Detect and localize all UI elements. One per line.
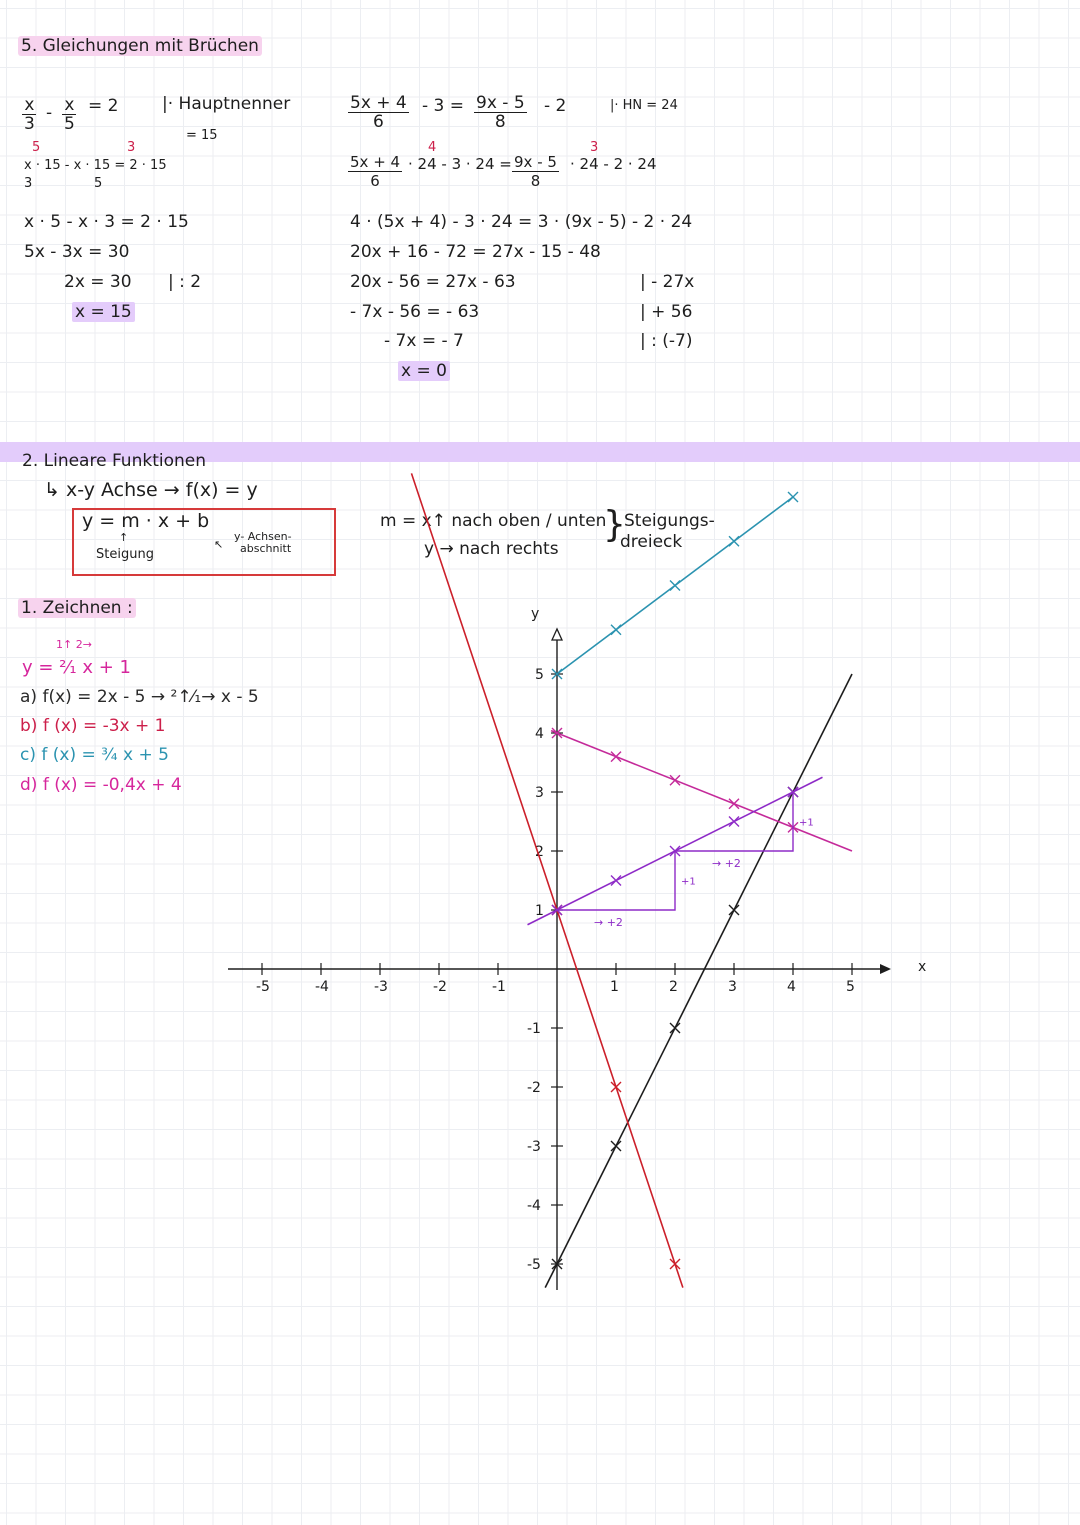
steigung-label: Steigung <box>96 547 154 562</box>
y-axis-arrow-icon <box>552 629 562 640</box>
equation-line: 20x + 16 - 72 = 27x - 15 - 48 <box>350 242 601 262</box>
equation-rhs: = 2 <box>88 96 119 116</box>
point-marker <box>611 625 621 635</box>
equation-line: x · 5 - x · 3 = 2 · 15 <box>24 212 189 232</box>
function-b: b) f (x) = -3x + 1 <box>20 716 166 736</box>
x-tick-label: -3 <box>374 979 388 995</box>
equation-line: - 7x = - 7 <box>384 331 464 351</box>
fraction: $\frac{5x + 4}{6}$ <box>350 93 407 132</box>
axis-note: ↳ x-y Achse → f(x) = y <box>44 479 258 501</box>
x-tick-label: 3 <box>728 979 737 995</box>
point-marker <box>729 817 739 827</box>
steigungsdreieck-label: dreieck <box>620 532 683 552</box>
equation-part: · 24 - 2 · 24 <box>570 155 657 173</box>
formula: y = m · x + b <box>82 510 210 532</box>
brace-icon: } <box>603 504 626 545</box>
equation-line: 4 · (5x + 4) - 3 · 24 = 3 · (9x - 5) - 2 · 24 <box>350 212 693 232</box>
operation-note: | : 2 <box>168 272 202 292</box>
x-tick-label: -2 <box>433 979 447 995</box>
fraction: $\frac{5x + 4}{6}$ <box>350 153 401 190</box>
y-tick-label: 5 <box>535 667 544 683</box>
denominator: 5 <box>94 176 103 191</box>
y-tick-label: 2 <box>535 844 544 860</box>
operation-note: | - 27x <box>640 272 695 292</box>
point-marker <box>611 752 621 762</box>
point-marker <box>611 1082 621 1092</box>
triangle-rise-label: +1 <box>799 817 814 829</box>
point-marker <box>670 1259 680 1269</box>
fraction: $\frac{x}{3}$ <box>24 95 35 134</box>
triangle-rise-label: +1 <box>681 876 696 888</box>
equation-line: 20x - 56 = 27x - 63 <box>350 272 516 292</box>
operation-note: |· HN = 24 <box>610 98 678 113</box>
function-d: d) f (x) = -0,4x + 4 <box>20 775 182 795</box>
point-marker <box>611 1141 621 1151</box>
denominator: 3 <box>24 176 33 191</box>
point-marker <box>611 876 621 886</box>
y-tick-label: 4 <box>535 726 544 742</box>
arrow-icon: ↖ <box>214 538 224 551</box>
y-axis-label: y <box>531 606 540 622</box>
operation-note: | + 56 <box>640 302 693 322</box>
y-tick-label: -4 <box>527 1198 541 1214</box>
example-function: y = ²⁄₁ x + 1 <box>22 657 131 678</box>
x-axis-label: x <box>918 959 927 975</box>
equation-line: 2x = 30 <box>64 272 132 292</box>
point-marker <box>788 492 798 502</box>
operation-note: |· Hauptnenner <box>162 94 291 114</box>
triangle-run-label: → +2 <box>594 916 623 929</box>
result: x = 0 <box>398 361 450 381</box>
fraction: $\frac{9x - 5}{8}$ <box>476 93 525 132</box>
triangle-run-label: → +2 <box>712 857 741 870</box>
achsen-label: abschnitt <box>240 542 292 555</box>
factor-note: 3 <box>127 140 136 155</box>
x-tick-label: 4 <box>787 979 796 995</box>
achsen-label: y- Achsen- <box>234 530 292 543</box>
point-marker <box>729 536 739 546</box>
x-tick-label: 1 <box>610 979 619 995</box>
equation-line: - 7x - 56 = - 63 <box>350 302 480 322</box>
equation-part: - 3 = <box>422 96 465 116</box>
x-tick-label: 2 <box>669 979 678 995</box>
factor-note: 3 <box>590 140 599 155</box>
function-line <box>411 473 682 1287</box>
x-tick-label: -5 <box>256 979 270 995</box>
factor-note: 4 <box>428 140 437 155</box>
result: x = 15 <box>72 302 135 322</box>
operator: - <box>46 103 53 123</box>
operation-note: | : (-7) <box>640 331 693 351</box>
point-marker <box>670 581 680 591</box>
x-axis-arrow-icon <box>880 964 891 974</box>
y-tick-label: -3 <box>527 1139 541 1155</box>
y-tick-label: 3 <box>535 785 544 801</box>
slope-definition: y → nach rechts <box>424 539 559 559</box>
section2-title: 2. Lineare Funktionen <box>22 451 206 471</box>
factor-note: 5 <box>32 140 41 155</box>
y-tick-label: -1 <box>527 1021 541 1037</box>
function-line <box>551 731 852 851</box>
slope-definition: m = x↑ nach oben / unten <box>380 511 607 531</box>
zeichnen-heading: 1. Zeichnen : <box>18 598 136 618</box>
fraction: $\frac{x}{5}$ <box>64 95 75 134</box>
x-tick-label: 5 <box>846 979 855 995</box>
y-tick-label: 1 <box>535 903 544 919</box>
slope-note: 1↑ 2→ <box>56 638 92 651</box>
y-tick-label: -5 <box>527 1257 541 1273</box>
equation-line: 5x - 3x = 30 <box>24 242 130 262</box>
point-marker <box>729 905 739 915</box>
point-marker <box>729 799 739 809</box>
point-marker <box>670 775 680 785</box>
function-c: c) f (x) = ¾ x + 5 <box>20 745 169 765</box>
equation-part: - 2 <box>544 96 567 116</box>
function-a: a) f(x) = 2x - 5 → ²↑⁄₁→ x - 5 <box>20 687 259 707</box>
point-marker <box>670 1023 680 1033</box>
operation-note: = 15 <box>186 128 218 143</box>
equation-part: · 24 - 3 · 24 = <box>408 155 512 173</box>
arrow-up-icon: ↑ <box>119 531 129 544</box>
x-tick-label: -4 <box>315 979 329 995</box>
equation-line: x · 15 - x · 15 = 2 · 15 <box>24 158 167 173</box>
steigungsdreieck-label: Steigungs- <box>624 511 715 531</box>
y-tick-label: -2 <box>527 1080 541 1096</box>
function-line <box>545 674 852 1288</box>
section5-title: 5. Gleichungen mit Brüchen <box>18 36 262 56</box>
x-tick-label: -1 <box>492 979 506 995</box>
fraction: $\frac{9x - 5}{8}$ <box>514 153 557 190</box>
